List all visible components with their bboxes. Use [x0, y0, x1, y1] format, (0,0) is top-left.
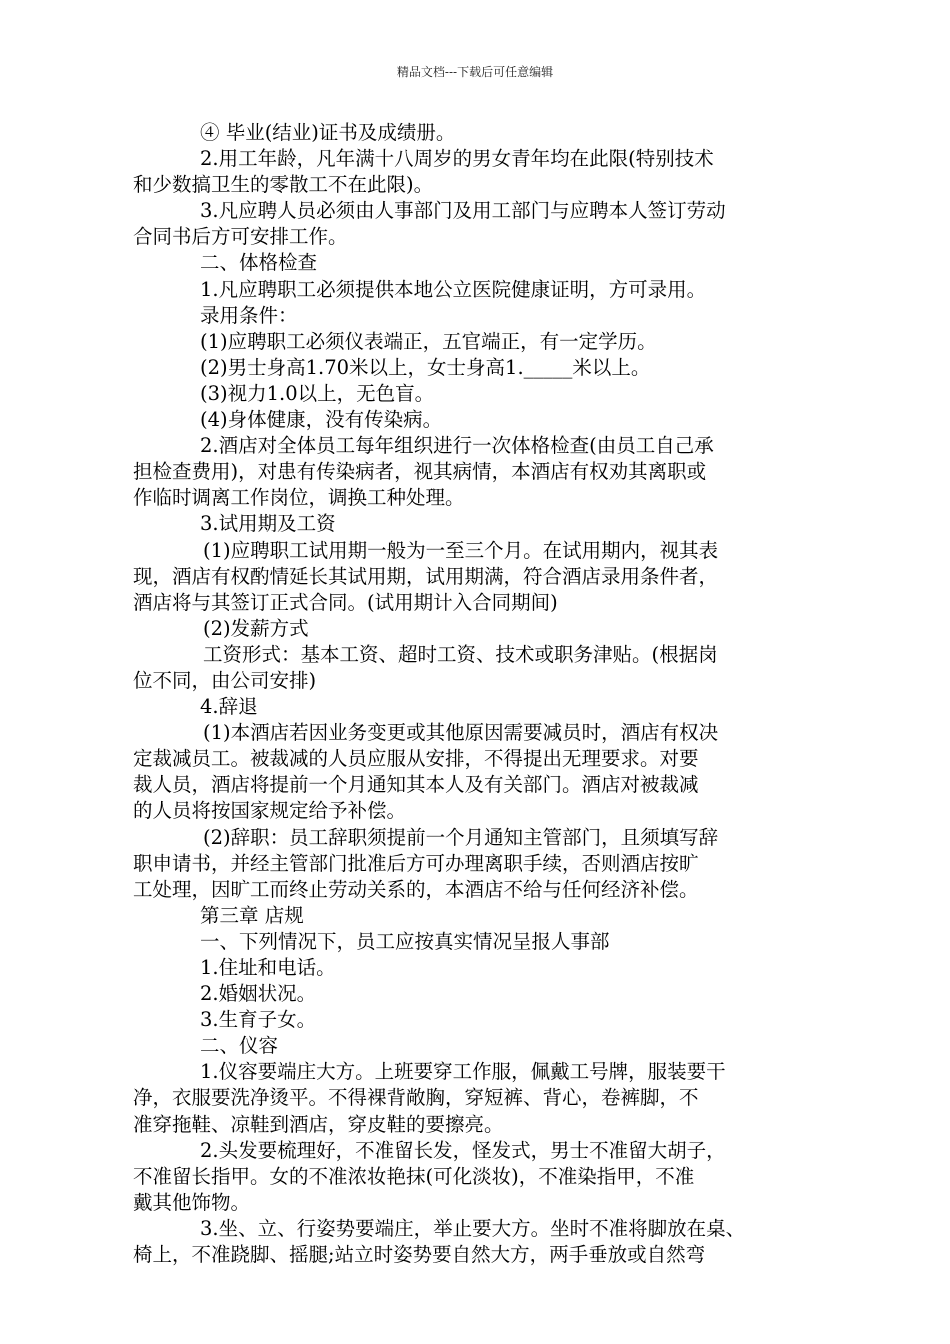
document-line: 2.婚姻状况。 — [200, 982, 317, 1006]
document-line: 椅上，不准跷脚、摇腿;站立时姿势要自然大方，两手垂放或自然弯 — [133, 1243, 706, 1267]
document-line: (2)男士身高1.70米以上，女士身高1._____米以上。 — [200, 355, 651, 379]
document-line: 2.头发要梳理好，不准留长发，怪发式，男士不准留大胡子， — [200, 1138, 726, 1162]
document-line: 和少数搞卫生的零散工不在此限)。 — [133, 173, 434, 197]
document-line: (1)应聘职工试用期一般为一至三个月。在试用期内，视其表 — [203, 538, 719, 562]
document-line: 一、下列情况下，员工应按真实情况呈报人事部 — [200, 929, 610, 953]
document-line: 3.坐、立、行姿势要端庄，举止要大方。坐时不准将脚放在桌、 — [200, 1216, 746, 1240]
document-line: 第三章 店规 — [200, 903, 304, 927]
document-line: (2)发薪方式 — [203, 616, 309, 640]
document-line: 定裁减员工。被裁减的人员应服从安排，不得提出无理要求。对要 — [133, 747, 699, 771]
document-line: 4.辞退 — [200, 695, 258, 719]
document-line: 净，衣服要洗净烫平。不得裸背敞胸，穿短裤、背心，卷裤脚，不 — [133, 1086, 699, 1110]
document-line: 戴其他饰物。 — [133, 1190, 251, 1214]
document-line: 合同书后方可安排工作。 — [133, 225, 348, 249]
document-line: 职申请书，并经主管部门批准后方可办理离职手续，否则酒店按旷 — [133, 851, 699, 875]
document-line: 二、仪容 — [200, 1034, 279, 1058]
document-line: 1.凡应聘职工必须提供本地公立医院健康证明，方可录用。 — [200, 277, 707, 301]
document-line: 1.仪容要端庄大方。上班要穿工作服，佩戴工号牌，服装要干 — [200, 1060, 726, 1084]
document-line: 2.酒店对全体员工每年组织进行一次体格检查(由员工自己承 — [200, 434, 714, 458]
document-line: 作临时调离工作岗位，调换工种处理。 — [133, 486, 465, 510]
document-line: (1)本酒店若因业务变更或其他原因需要减员时，酒店有权决 — [203, 721, 719, 745]
document-line: 裁人员，酒店将提前一个月通知其本人及有关部门。酒店对被裁减 — [133, 773, 699, 797]
document-line: 酒店将与其签订正式合同。(试用期计入合同期间) — [133, 590, 558, 614]
document-line: 工资形式：基本工资、超时工资、技术或职务津贴。(根据岗 — [203, 642, 718, 666]
document-line: 1.住址和电话。 — [200, 956, 336, 979]
document-body — [133, 120, 823, 1268]
document-line: 担检查费用)，对患有传染病者，视其病情，本酒店有权劝其离职或 — [133, 460, 707, 484]
document-line: 不准留长指甲。女的不准浓妆艳抹(可化淡妆)，不准染指甲，不准 — [133, 1164, 695, 1188]
document-line: 位不同，由公司安排) — [133, 668, 317, 692]
document-line: (2)辞职：员工辞职须提前一个月通知主管部门，且须填写辞 — [203, 825, 719, 849]
document-line: 准穿拖鞋、凉鞋到酒店，穿皮鞋的要擦亮。 — [133, 1112, 504, 1136]
document-line: 现，酒店有权酌情延长其试用期，试用期满，符合酒店录用条件者， — [133, 564, 719, 588]
document-line: 3.试用期及工资 — [200, 512, 336, 536]
document-line: (3)视力1.0以上，无色盲。 — [200, 381, 435, 405]
document-line: 二、体格检查 — [200, 251, 318, 275]
document-line: (1)应聘职工必须仪表端正，五官端正，有一定学历。 — [200, 329, 657, 353]
document-line: 的人员将按国家规定给予补偿。 — [133, 799, 407, 823]
document-line: 3.凡应聘人员必须由人事部门及用工部门与应聘本人签订劳动 — [200, 199, 726, 223]
document-line: 工处理，因旷工而终止劳动关系的，本酒店不给与任何经济补偿。 — [133, 877, 699, 901]
document-line: (4)身体健康，没有传染病。 — [200, 408, 443, 432]
document-line: 录用条件： — [200, 303, 298, 327]
document-line: 3.生育子女。 — [200, 1008, 317, 1032]
document-line: ④ 毕业(结业)证书及成绩册。 — [200, 121, 456, 144]
page-header: 精品文档---下载后可任意编辑 — [396, 65, 554, 79]
document-line: 2.用工年龄，凡年满十八周岁的男女青年均在此限(特别技术 — [200, 147, 714, 171]
